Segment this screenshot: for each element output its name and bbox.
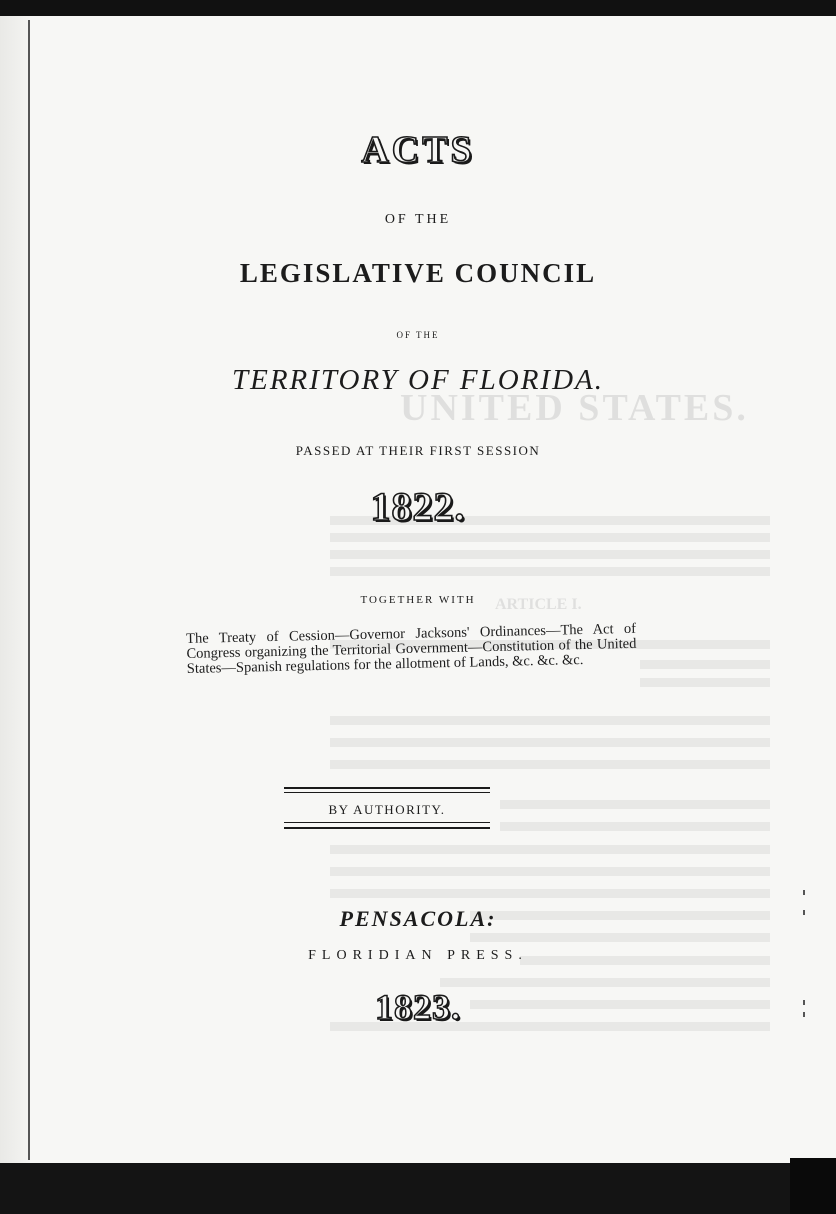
show-through-line — [330, 533, 770, 542]
imprint-printer: FLORIDIAN PRESS. — [308, 948, 528, 963]
title-acts: ACTS — [361, 129, 475, 171]
authority-block — [284, 785, 490, 831]
by-authority: BY AUTHORITY. — [328, 802, 446, 817]
authority-rule-top — [284, 787, 490, 789]
show-through-heading: UNITED STATES. — [400, 387, 749, 429]
margin-mark — [803, 1000, 805, 1005]
imprint-year: 1823. — [375, 987, 461, 1027]
show-through-line — [330, 845, 770, 854]
imprint-place: PENSACOLA: — [339, 906, 497, 931]
together-with: TOGETHER WITH — [360, 594, 476, 606]
title-territory: TERRITORY OF FLORIDA. — [231, 364, 605, 396]
show-through-line — [330, 550, 770, 559]
show-through-line — [640, 678, 770, 687]
scan-top-border — [0, 0, 836, 16]
margin-mark — [803, 1012, 805, 1017]
show-through-line — [500, 822, 770, 831]
show-through-line — [330, 889, 770, 898]
authority-rule-top-thin — [284, 792, 490, 793]
margin-mark — [803, 910, 805, 915]
show-through-line — [330, 760, 770, 769]
title-council: LEGISLATIVE COUNCIL — [239, 258, 597, 288]
show-through-line — [640, 660, 770, 669]
contents-paragraph: The Treaty of Cession—Governor Jacksons' Ordinances—The Act of Congress organizing the Territorial Government—Constitution of the United States—Spanish regulations for the allotment of Lands, &c. &c. &c. — [185, 620, 637, 677]
show-through-line — [330, 716, 770, 725]
title-of-the-small: OF THE — [396, 330, 440, 340]
show-through-line — [330, 567, 770, 576]
show-through-line — [330, 738, 770, 747]
title-of-the: OF THE — [384, 212, 452, 227]
authority-rule-bottom — [284, 827, 490, 829]
scan-bottom-border — [0, 1163, 836, 1214]
authority-rule-bottom-thin — [284, 822, 490, 823]
scan-corner-shadow — [790, 1158, 836, 1214]
show-through-line — [500, 800, 770, 809]
session-year: 1822. — [370, 484, 466, 529]
margin-mark — [803, 890, 805, 895]
show-through-line — [330, 867, 770, 876]
show-through-subheading: ARTICLE I. — [495, 596, 582, 613]
session-line: PASSED AT THEIR FIRST SESSION — [295, 443, 541, 458]
show-through-line — [470, 933, 770, 942]
